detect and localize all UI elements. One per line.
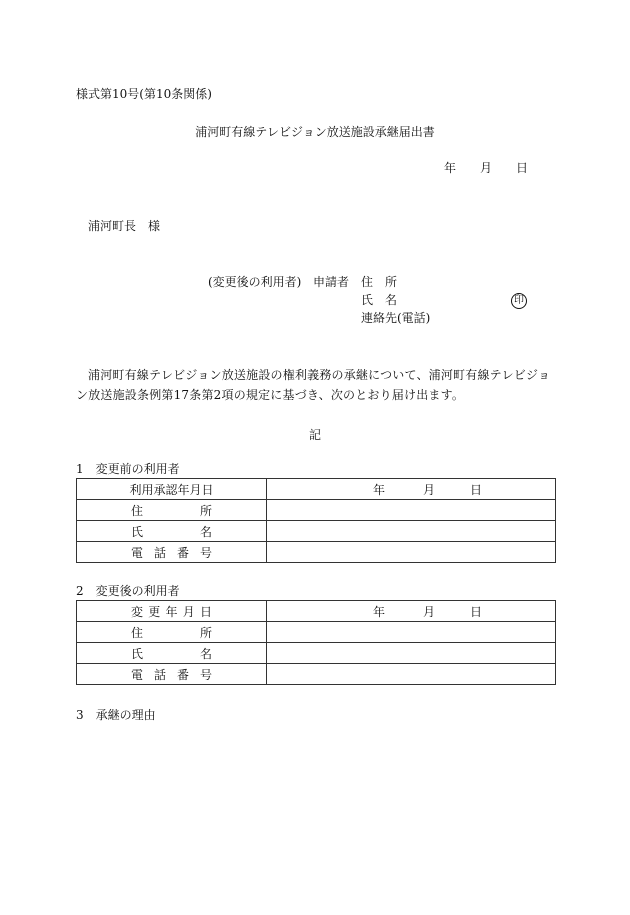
s2-day: 日: [470, 605, 483, 619]
section2-heading: 2 変更後の利用者: [76, 584, 180, 598]
table-row: [77, 521, 556, 542]
table-row: [77, 500, 556, 521]
row-label-name: 氏 名: [77, 643, 267, 664]
approval-date-field[interactable]: [267, 479, 556, 500]
section1-table: [76, 478, 556, 563]
section2-table: [76, 600, 556, 685]
s1-month: 月: [423, 483, 436, 497]
seal-mark: [511, 291, 527, 309]
contact-label: 連絡先(電話): [361, 311, 431, 325]
row-label-address: 住 所: [77, 500, 267, 521]
address-label: 住 所: [361, 275, 398, 289]
applicant-label: 申請者: [313, 275, 350, 289]
row-label-phone: 電 話 番 号: [77, 542, 267, 563]
ki-marker: 記: [308, 428, 321, 442]
form-number: 様式第10号(第10条関係): [76, 87, 212, 101]
name-label: 氏 名: [361, 293, 398, 307]
seal-icon: 印: [511, 293, 527, 309]
s2-year: 年: [373, 605, 386, 619]
row-label-address: 住 所: [77, 622, 267, 643]
s1-phone-field[interactable]: [267, 542, 556, 563]
s2-phone-field[interactable]: [267, 664, 556, 685]
body-paragraph: 浦河町有線テレビジョン放送施設の権利義務の承継について、浦河町有線テレビジョン放送施設条例第17条第2項の規定に基づき、次のとおり届け出ます。: [76, 368, 551, 402]
s2-address-field[interactable]: [267, 622, 556, 643]
table-row: [77, 542, 556, 563]
applicant-role: (変更後の利用者): [208, 275, 302, 289]
table-row: [77, 643, 556, 664]
s2-name-field[interactable]: [267, 643, 556, 664]
row-label-phone: 電 話 番 号: [77, 664, 267, 685]
table-row: [77, 479, 556, 500]
row-label-change-date: 変 更 年 月 日: [77, 601, 267, 622]
section1-heading: 1 変更前の利用者: [76, 462, 180, 476]
addressee: 浦河町長 様: [88, 219, 161, 233]
s1-name-field[interactable]: [267, 521, 556, 542]
table-row: [77, 664, 556, 685]
date-day: 日: [516, 161, 529, 175]
s1-address-field[interactable]: [267, 500, 556, 521]
s1-year: 年: [373, 483, 386, 497]
row-label-name: 氏 名: [77, 521, 267, 542]
s2-month: 月: [423, 605, 436, 619]
date-year: 年: [444, 161, 457, 175]
table-row: [77, 622, 556, 643]
document-title: 浦河町有線テレビジョン放送施設承継届出書: [195, 125, 435, 139]
date-month: 月: [480, 161, 493, 175]
section3-heading: 3 承継の理由: [76, 708, 156, 722]
s1-day: 日: [470, 483, 483, 497]
change-date-field[interactable]: [267, 601, 556, 622]
row-label-approval-date: 利用承認年月日: [77, 479, 267, 500]
table-row: [77, 601, 556, 622]
